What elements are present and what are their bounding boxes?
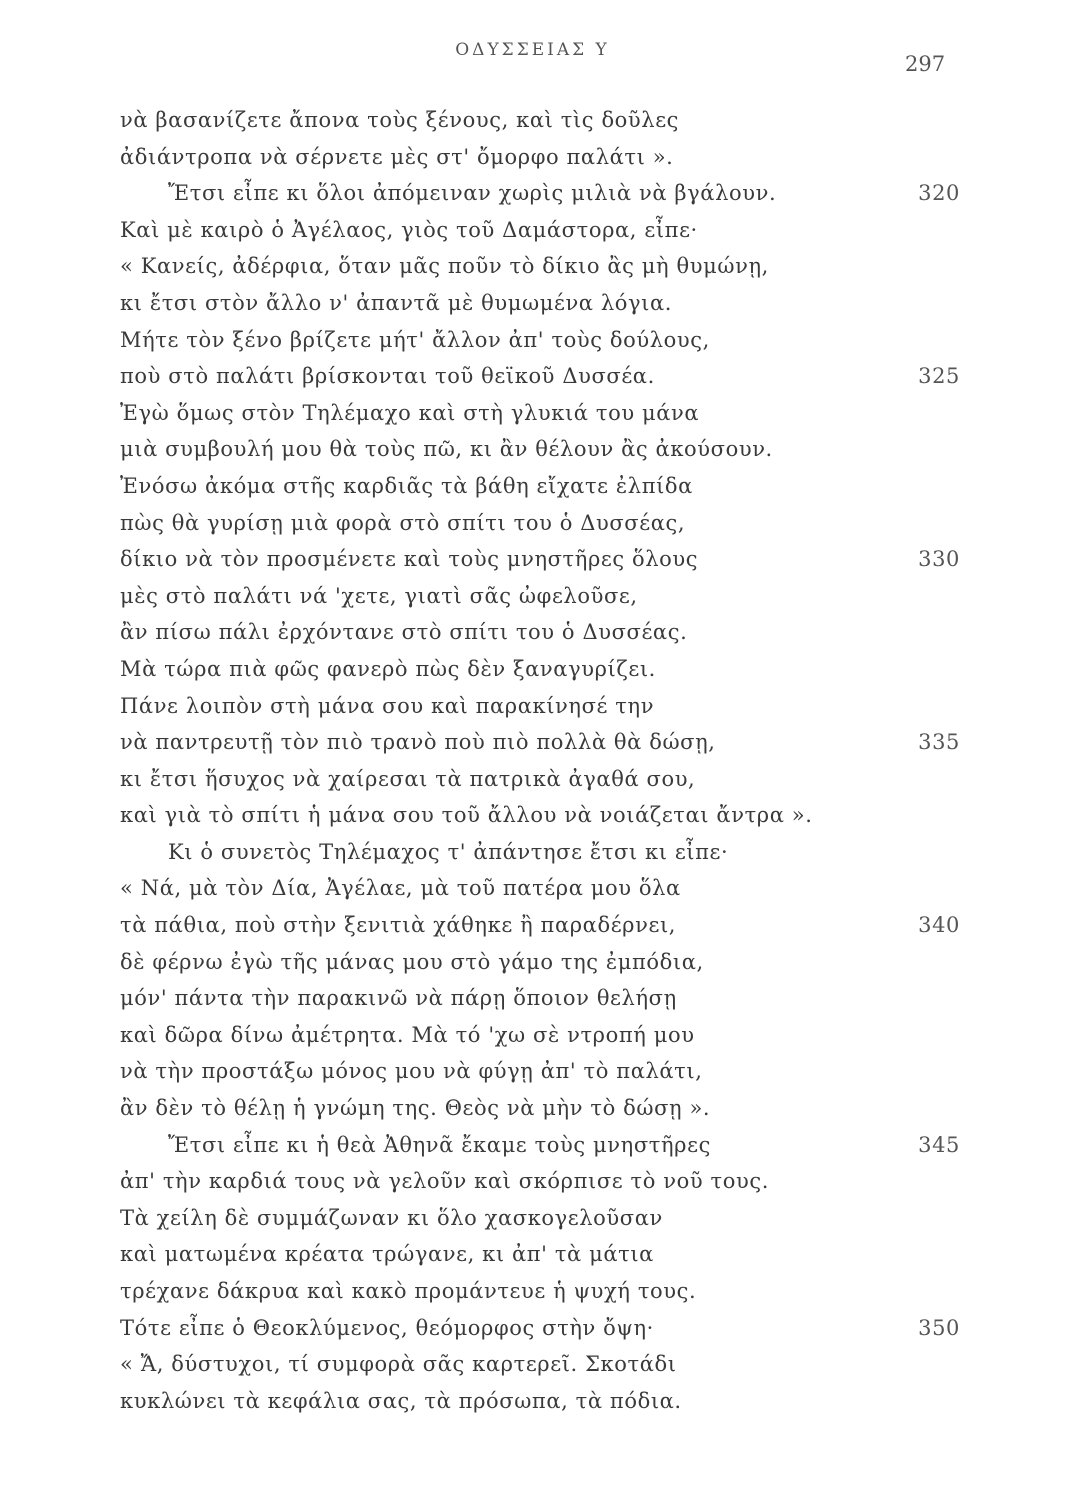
verse-line-text: δὲ φέρνω ἐγὼ τῆς μάνας μου στὸ γάμο της ἐμπόδια, (120, 949, 704, 974)
verse-line (120, 1163, 960, 1200)
verse-line (120, 1236, 960, 1273)
verse-line-text: νὰ βασανίζετε ἄπονα τοὺς ξένους, καὶ τὶς δοῦλες (120, 108, 680, 132)
running-title: ΟΔΥΣΣΕΙΑΣ Υ (455, 40, 610, 60)
verse-line (120, 1053, 960, 1090)
verse-line-text: μιὰ συμβουλή μου θὰ τοὺς πῶ, κι ἂν θέλουν ἂς ἀκούσουν. (120, 437, 773, 462)
verse-line-text: ἂν πίσω πάλι ἐρχόντανε στὸ σπίτι του ὁ Δυσσέας. (120, 620, 688, 645)
verse-line-text: Πάνε λοιπὸν στὴ μάνα σου καὶ παρακίνησέ την (120, 693, 655, 718)
verse-line (120, 541, 960, 578)
verse-line-text: Ἐγὼ ὅμως στὸν Τηλέμαχο καὶ στὴ γλυκιά του μάνα (120, 400, 700, 425)
verse-line (120, 175, 960, 212)
verse-line-text: « Ἄ, δύστυχοι, τί συμφορὰ σᾶς καρτερεῖ. Σκοτάδι (120, 1352, 677, 1377)
verse-line-text: « Κανείς, ἀδέρφια, ὅταν μᾶς ποῦν τὸ δίκιο ἂς μὴ θυμώνῃ, (120, 254, 769, 279)
verse-line (120, 1017, 960, 1054)
verse-line (120, 431, 960, 468)
verse-line-text: Ἔτσι εἶπε κι ὅλοι ἀπόμειναν χωρὶς μιλιὰ νὰ βγάλουν. (168, 181, 777, 206)
verse-line-text: νὰ τὴν προστάξω μόνος μου νὰ φύγῃ ἀπ' τὸ παλάτι, (120, 1059, 703, 1084)
verse-line (120, 834, 960, 871)
verse-line (120, 614, 960, 651)
verse-line-text: νὰ παντρευτῇ τὸν πιὸ τρανὸ ποὺ πιὸ πολλὰ θὰ δώσῃ, (120, 730, 716, 755)
verse-line (120, 322, 960, 359)
verse-line-text: καὶ γιὰ τὸ σπίτι ἡ μάνα σου τοῦ ἄλλου νὰ νοιάζεται ἄντρα ». (120, 803, 813, 828)
verse-line (120, 505, 960, 542)
verse-line (120, 1273, 960, 1310)
verse-line-text: Καὶ μὲ καιρὸ ὁ Ἀγέλαος, γιὸς τοῦ Δαμάστορα, εἶπε· (120, 217, 698, 242)
verse-line (120, 1127, 960, 1164)
verse-line-text: Ἔτσι εἶπε κι ἡ θεὰ Ἀθηνᾶ ἔκαμε τοὺς μνηστῆρες (168, 1132, 711, 1157)
verse-line (120, 651, 960, 688)
verse-line-text: πὼς θὰ γυρίσῃ μιὰ φορὰ στὸ σπίτι του ὁ Δυσσέας, (120, 510, 686, 535)
verse-line-text: καὶ ματωμένα κρέατα τρώγανε, κι ἀπ' τὰ μάτια (120, 1242, 654, 1267)
verse-line (120, 285, 960, 322)
verse-line (120, 724, 960, 761)
verse-line (120, 980, 960, 1017)
verse-line-text: Ἐνόσω ἀκόμα στῆς καρδιᾶς τὰ βάθη εἴχατε ἐλπίδα (120, 473, 693, 498)
verse-line-text: Κι ὁ συνετὸς Τηλέμαχος τ' ἀπάντησε ἔτσι κι εἶπε· (168, 839, 729, 864)
verse-line-text: κι ἔτσι στὸν ἄλλο ν' ἀπαντᾶ μὲ θυμωμένα λόγια. (120, 290, 673, 315)
verse-line-text: Μὰ τώρα πιὰ φῶς φανερὸ πὼς δὲν ξαναγυρίζει. (120, 656, 656, 681)
verse-line (120, 139, 960, 176)
verse-line (120, 1346, 960, 1383)
verse-line (120, 688, 960, 725)
verse-text (120, 102, 960, 1419)
verse-line (120, 761, 960, 798)
line-number: 320 (918, 181, 960, 206)
line-number: 325 (918, 364, 960, 389)
verse-line (120, 870, 960, 907)
verse-line (120, 1200, 960, 1237)
verse-line-text: Τὰ χείλη δὲ συμμάζωναν κι ὅλο χασκογελοῦσαν (120, 1205, 663, 1230)
verse-line (120, 797, 960, 834)
line-number: 340 (918, 913, 960, 938)
verse-line-text: καὶ δῶρα δίνω ἀμέτρητα. Μὰ τό 'χω σὲ ντροπή μου (120, 1022, 695, 1047)
line-number: 335 (918, 730, 960, 755)
verse-line-text: ποὺ στὸ παλάτι βρίσκονται τοῦ θεϊκοῦ Δυσσέα. (120, 364, 655, 389)
line-number: 330 (918, 547, 960, 572)
verse-line (120, 944, 960, 981)
verse-line (120, 358, 960, 395)
verse-line-text: κι ἔτσι ἥσυχος νὰ χαίρεσαι τὰ πατρικὰ ἀγαθά σου, (120, 766, 696, 791)
verse-line-text: Τότε εἶπε ὁ Θεοκλύμενος, θεόμορφος στὴν ὄψη· (120, 1315, 654, 1340)
page-number: 297 (905, 52, 946, 76)
verse-line-text: ἂν δὲν τὸ θέλῃ ἡ γνώμη της. Θεὸς νὰ μὴν τὸ δώσῃ ». (120, 1096, 711, 1121)
verse-line (120, 212, 960, 249)
line-number: 345 (918, 1132, 960, 1157)
verse-line (120, 468, 960, 505)
verse-line (120, 102, 960, 139)
verse-line (120, 1090, 960, 1127)
verse-line-text: « Νά, μὰ τὸν Δία, Ἀγέλαε, μὰ τοῦ πατέρα μου ὅλα (120, 876, 681, 901)
verse-line-text: ἀπ' τὴν καρδιά τους νὰ γελοῦν καὶ σκόρπισε τὸ νοῦ τους. (120, 1169, 769, 1194)
verse-line-text: μόν' πάντα τὴν παρακινῶ νὰ πάρῃ ὅποιον θελήσῃ (120, 986, 677, 1011)
line-number: 350 (918, 1315, 960, 1340)
verse-line (120, 395, 960, 432)
verse-line-text: δίκιο νὰ τὸν προσμένετε καὶ τοὺς μνηστῆρες ὅλους (120, 547, 699, 572)
verse-line-text: μὲς στὸ παλάτι νά 'χετε, γιατὶ σᾶς ὠφελοῦσε, (120, 583, 638, 608)
verse-line-text: κυκλώνει τὰ κεφάλια σας, τὰ πρόσωπα, τὰ πόδια. (120, 1388, 682, 1413)
verse-line-text: ἀδιάντροπα νὰ σέρνετε μὲς στ' ὄμορφο παλάτι ». (120, 144, 674, 169)
verse-line-text: τρέχανε δάκρυα καὶ κακὸ προμάντευε ἡ ψυχή τους. (120, 1279, 697, 1303)
verse-line (120, 1383, 960, 1420)
verse-line (120, 1310, 960, 1347)
verse-line-text: Μήτε τὸν ξένο βρίζετε μήτ' ἄλλον ἀπ' τοὺς δούλους, (120, 327, 710, 352)
verse-line (120, 248, 960, 285)
verse-line (120, 907, 960, 944)
verse-line (120, 578, 960, 615)
verse-line-text: τὰ πάθια, ποὺ στὴν ξενιτιὰ χάθηκε ἢ παραδέρνει, (120, 913, 677, 938)
